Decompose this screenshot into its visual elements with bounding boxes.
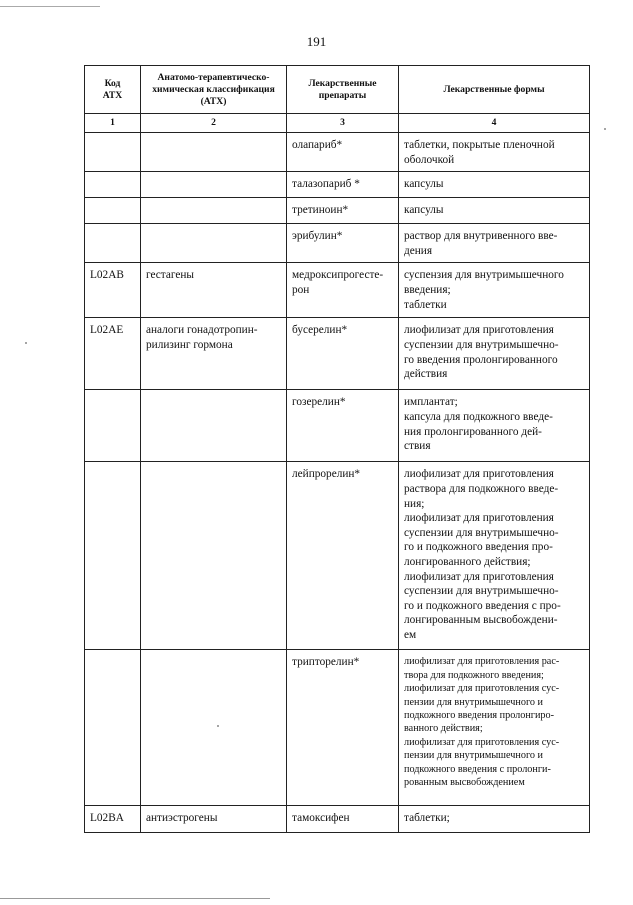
header-row: [85, 66, 590, 114]
header-drugs-line: Лекарственные: [308, 77, 377, 89]
dosage-form-cell: [399, 198, 590, 224]
dosage-form-cell-line: го введения пролонгированного: [404, 353, 558, 366]
dosage-form-cell-line: капсулы: [404, 178, 444, 191]
drug-name-cell: [287, 318, 399, 390]
atx-code-cell: [85, 390, 141, 462]
dosage-form-cell-line: суспензии для внутримышечно-: [404, 338, 559, 351]
header-forms: Лекарственные формы: [399, 66, 590, 114]
dosage-form-cell-line: таблетки, покрытые пленочной: [404, 139, 555, 151]
dosage-form-cell-line: таблетки;: [404, 812, 450, 825]
atx-code-cell: L02BA: [85, 806, 141, 833]
atx-classification-cell-line: гестагены: [146, 269, 195, 282]
table-row: [85, 198, 590, 224]
dosage-form-cell-line: пензии для внутримышечного и: [404, 750, 543, 762]
dosage-form-cell: [399, 133, 590, 172]
atx-table: [84, 65, 590, 833]
dosage-form-cell: [399, 263, 590, 318]
drug-name-cell-line: олапариб*: [292, 139, 343, 151]
dosage-form-cell: [399, 806, 590, 833]
dosage-form-cell-line: лиофилизат для приготовления: [404, 324, 554, 337]
scan-speck: [604, 128, 606, 130]
header-class-line: (АТХ): [200, 95, 227, 107]
atx-classification-cell: [141, 390, 287, 462]
dosage-form-cell-line: пензии для внутримышечного и: [404, 696, 543, 708]
scan-speck: [25, 342, 27, 344]
drug-name-cell: [287, 172, 399, 198]
atx-classification-cell: [141, 224, 287, 263]
header-drugs-line: препараты: [318, 89, 367, 101]
dosage-form-cell-line: лиофилизат для приготовления: [404, 512, 554, 525]
table-row: [85, 462, 590, 650]
dosage-form-cell-line: таблетки: [404, 298, 447, 311]
dosage-form-cell-line: ванного действия;: [404, 723, 483, 735]
drug-name-cell-line: тамоксифен: [292, 812, 350, 825]
dosage-form-cell-line: лиофилизат для приготовления: [404, 570, 554, 583]
atx-code-cell: L02AE: [85, 318, 141, 390]
drug-name-cell-line: медроксипрогесте-: [292, 269, 384, 282]
drug-name-cell: [287, 462, 399, 650]
column-number: 1: [85, 114, 141, 133]
atx-classification-cell: [141, 806, 287, 833]
dosage-form-cell-line: рованным высвобождением: [404, 777, 525, 789]
column-number-row: [85, 114, 590, 133]
column-number: 2: [141, 114, 287, 133]
dosage-form-cell-line: лонгированным высвобождени-: [404, 614, 558, 627]
atx-code-cell: [85, 198, 141, 224]
dosage-form-cell-line: оболочкой: [404, 153, 455, 166]
dosage-form-cell-line: раствор для внутривенного вве-: [404, 230, 558, 243]
header-code: [85, 66, 141, 114]
drug-name-cell: [287, 133, 399, 172]
atx-classification-cell: [141, 198, 287, 224]
table-row: [85, 806, 590, 833]
dosage-form-cell-line: действия: [404, 368, 448, 381]
dosage-form-cell: [399, 650, 590, 806]
dosage-form-cell-line: го и подкожного введения про-: [404, 541, 553, 554]
dosage-form-cell-line: лиофилизат для приготовления сус-: [404, 683, 560, 695]
atx-code-cell: [85, 133, 141, 172]
table-row: [85, 390, 590, 462]
dosage-form-cell-line: капсулы: [404, 204, 444, 217]
bottom-rule: [0, 898, 270, 899]
table-row: [85, 318, 590, 390]
table-row: [85, 263, 590, 318]
page-number: 191: [306, 34, 327, 49]
table-body: [85, 133, 590, 833]
atx-classification-cell: [141, 650, 287, 806]
dosage-form-cell-line: имплантат;: [404, 396, 458, 409]
drug-name-cell-line: эрибулин*: [292, 230, 343, 243]
dosage-form-cell-line: капсула для подкожного введе-: [404, 410, 553, 423]
dosage-form-cell-line: суспензия для внутримышечного: [404, 269, 564, 282]
header-code-line: АТХ: [102, 89, 123, 101]
table-row: [85, 650, 590, 806]
table-row: [85, 224, 590, 263]
atx-classification-cell: [141, 172, 287, 198]
dosage-form-cell-line: ствия: [404, 440, 431, 453]
column-number: 3: [287, 114, 399, 133]
top-rule: [0, 6, 100, 7]
dosage-form-cell-line: ния;: [404, 497, 425, 510]
dosage-form-cell: [399, 462, 590, 650]
dosage-form-cell-line: лиофилизат для приготовления сус-: [404, 736, 560, 748]
header-class-line: химическая классификация: [152, 83, 275, 95]
dosage-form-cell-line: суспензии для внутримышечно-: [404, 585, 559, 598]
header-code-line: Код: [104, 77, 121, 89]
header-classification: [141, 66, 287, 114]
dosage-form-cell-line: раствора для подкожного введе-: [404, 482, 559, 495]
table-row: [85, 172, 590, 198]
atx-classification-cell: [141, 462, 287, 650]
drug-name-cell-line: третиноин*: [292, 204, 349, 217]
dosage-form-cell: [399, 318, 590, 390]
drug-name-cell: [287, 198, 399, 224]
atx-code-cell: [85, 650, 141, 806]
atx-classification-cell-line: антиэстрогены: [146, 812, 218, 825]
dosage-form-cell: [399, 390, 590, 462]
drug-name-cell-line: трипторелин*: [292, 656, 360, 669]
dosage-form-cell-line: введения;: [404, 283, 451, 296]
atx-code-cell: [85, 172, 141, 198]
column-number: 4: [399, 114, 590, 133]
dosage-form-cell-line: лиофилизат для приготовления рас-: [404, 656, 560, 668]
drug-name-cell-line: гозерелин*: [292, 396, 346, 409]
drug-name-cell: [287, 263, 399, 318]
dosage-form-cell-line: подкожного введения пролонгиро-: [404, 710, 554, 721]
dosage-form-cell: [399, 224, 590, 263]
dosage-form-cell-line: го и подкожного введения с про-: [404, 599, 561, 612]
drug-name-cell: [287, 806, 399, 833]
dosage-form-cell-line: суспензии для внутримышечно-: [404, 526, 559, 539]
dosage-form-cell-line: лонгированного действия;: [404, 555, 531, 568]
drug-name-cell: [287, 224, 399, 263]
table-row: [85, 133, 590, 172]
drug-name-cell-line: лейпрорелин*: [292, 468, 361, 481]
drug-name-cell-line: рон: [292, 283, 310, 296]
drug-name-cell-line: талазопариб *: [292, 178, 360, 191]
drug-name-cell-line: бусерелин*: [292, 324, 348, 337]
atx-classification-cell: [141, 263, 287, 318]
header-drugs: [287, 66, 399, 114]
dosage-form-cell-line: лиофилизат для приготовления: [404, 468, 554, 481]
header-class-line: Анатомо-терапевтическо-: [157, 71, 270, 83]
dosage-form-cell-line: дения: [404, 244, 433, 257]
atx-classification-cell: [141, 318, 287, 390]
dosage-form-cell-line: твора для подкожного введения;: [404, 669, 544, 681]
atx-code-cell: [85, 462, 141, 650]
dosage-form-cell: [399, 172, 590, 198]
atx-classification-cell: [141, 133, 287, 172]
scan-speck: [217, 725, 219, 727]
atx-code-cell: [85, 224, 141, 263]
atx-code-cell: L02AB: [85, 263, 141, 318]
drug-name-cell: [287, 390, 399, 462]
atx-classification-cell-line: рилизинг гормона: [146, 338, 233, 351]
atx-classification-cell-line: аналоги гонадотропин-: [146, 324, 258, 337]
drug-name-cell: [287, 650, 399, 806]
dosage-form-cell-line: подкожного введения с пролонги-: [404, 763, 551, 775]
dosage-form-cell-line: ем: [404, 628, 417, 641]
dosage-form-cell-line: ния пролонгированного дей-: [404, 425, 542, 438]
